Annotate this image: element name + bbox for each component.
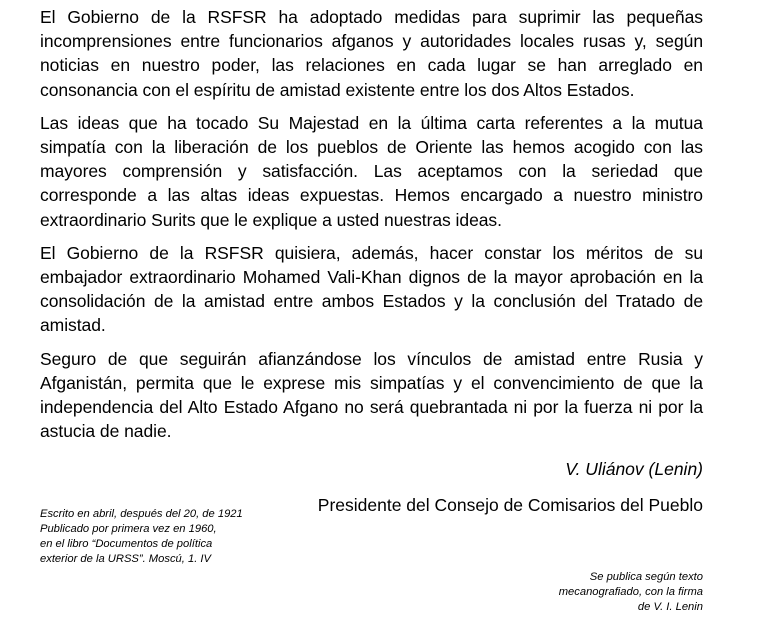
signature-title: Presidente del Consejo de Comisarios del Pueblo bbox=[317, 495, 703, 516]
source-note-line: mecanografiado, con la firma bbox=[558, 586, 703, 598]
source-note-line: de V. I. Lenin bbox=[637, 601, 703, 613]
source-note-line: Se publica según texto bbox=[589, 571, 703, 583]
signature-name: V. Uliánov (Lenin) bbox=[565, 459, 703, 480]
paragraph-3: El Gobierno de la RSFSR quisiera, además, hacer constar los méritos de su embajador extraordinario Mohamed Vali-Khan dignos de la mayor aprobación en la consolidación de la amistad entre ambos Estados y la conclusión del Tratado de amistad. bbox=[40, 242, 703, 336]
letter-body bbox=[40, 5, 703, 517]
publication-note bbox=[40, 507, 340, 567]
source-note bbox=[443, 570, 703, 615]
publication-note-line: exterior de la URSS”. Moscú, 1. IV bbox=[40, 553, 211, 565]
paragraph-4: Seguro de que seguirán afianzándose los vínculos de amistad entre Rusia y Afganistán, permita que le exprese mis simpatías y el convencimiento de que la independencia del Alto Estado Afgano no será quebrantada ni por la fuerza ni por la astucia de nadie. bbox=[40, 348, 703, 442]
publication-note-line: en el libro “Documentos de política bbox=[40, 538, 213, 550]
paragraph-2: Las ideas que ha tocado Su Majestad en la última carta referentes a la mutua simpatía con la liberación de los pueblos de Oriente las hemos acogido con las mayores comprensión y satisfacción. Las aceptamos con la seriedad que corresponde a las altas ideas expuestas. Hemos encargado a nuestro ministro extraordinario Surits que le explique a usted nuestras ideas. bbox=[40, 112, 703, 230]
paragraph-1: El Gobierno de la RSFSR ha adoptado medidas para suprimir las pequeñas incomprensiones entre funcionarios afganos y autoridades locales rusas y, según noticias en nuestro poder, las relaciones en cada lugar se han arreglado en consonancia con el espíritu de amistad existente entre los dos Altos Estados. bbox=[40, 7, 703, 100]
publication-note-line: Escrito en abril, después del 20, de 1921 bbox=[40, 508, 243, 520]
publication-note-line: Publicado por primera vez en 1960, bbox=[40, 523, 217, 535]
